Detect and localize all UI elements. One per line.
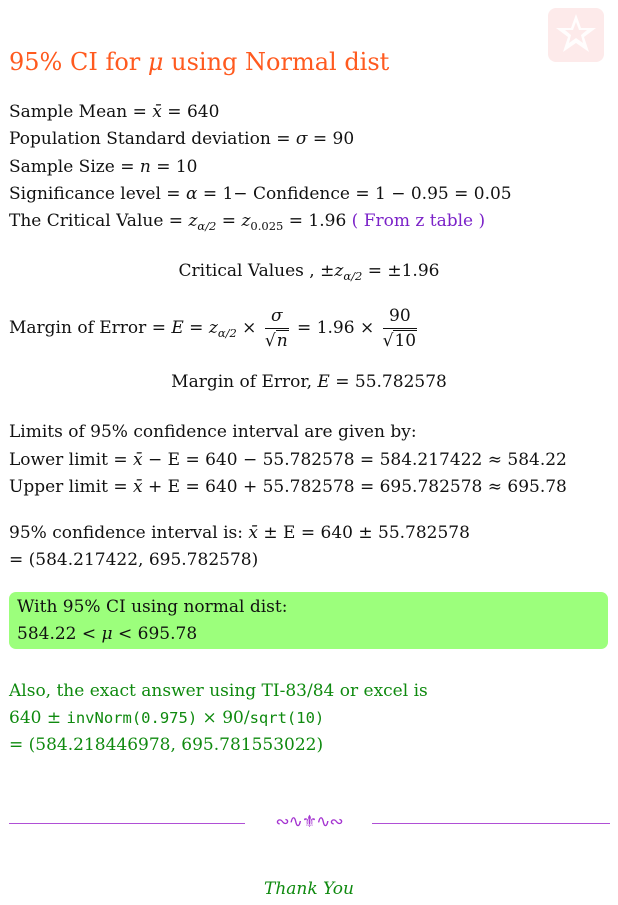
- thank-you: Thank You: [263, 879, 354, 899]
- answer-box-heading: With 95% CI using normal dist:: [17, 597, 288, 617]
- moe-result: Margin of Error, E = 55.782578: [171, 372, 447, 392]
- divider-left: [9, 823, 245, 824]
- lower-limit-line: Lower limit = x̄ − E = 640 − 55.782578 = 584.217422 ≈ 584.22: [9, 450, 567, 470]
- divider-right: [372, 823, 610, 824]
- answer-box: [9, 592, 608, 649]
- upper-limit-line: Upper limit = x̄ + E = 640 + 55.782578 = 695.782578 ≈ 695.78: [9, 477, 567, 497]
- page-title: 95% CI for μ using Normal dist: [9, 48, 390, 76]
- sigma-over-sqrt-n: $\frac{\sigma}{√n}$: [264, 306, 288, 351]
- ninety-over-sqrt-ten: $\frac{90}{√10}$: [382, 306, 417, 351]
- ornament-icon: ∾∿⚜∿∾: [275, 812, 343, 832]
- limits-intro: Limits of 95% confidence interval are given by:: [9, 422, 417, 442]
- sample-size-line: Sample Size = n = 10: [9, 157, 198, 177]
- answer-box-interval: 584.22 < μ < 695.78: [17, 624, 198, 644]
- sample-mean-line: Sample Mean = x̄ = 640: [9, 102, 220, 122]
- exact-result: = (584.218446978, 695.781553022): [9, 735, 324, 755]
- moe-formula: Margin of Error = $E = z_{\alpha/2}$ × $\frac{\sigma}{√n}$ = 1.96 × $\frac{90}{√10}$: [9, 306, 417, 351]
- pop-sd-line: Population Standard deviation = σ = 90: [9, 129, 355, 149]
- interval-line-2: = (584.217422, 695.782578): [9, 550, 259, 570]
- critical-values: Critical Values , $\pm z_{\alpha/2} = \pm 1.96$: [178, 261, 440, 283]
- logo-icon: [548, 8, 604, 62]
- interval-line-1: 95% confidence interval is: x̄ ± E = 640 ± 55.782578: [9, 523, 470, 543]
- critical-value-line: The Critical Value = $z_{\alpha/2} = z_{0.025} = 1.96$ ( From z table ): [9, 211, 486, 233]
- exact-formula: 640 ± invNorm(0.975) × 90/sqrt(10): [9, 708, 325, 728]
- significance-line: Significance level = α = 1− Confidence = 1 − 0.95 = 0.05: [9, 184, 512, 204]
- z-table-note: ( From z table ): [351, 211, 486, 231]
- exact-intro: Also, the exact answer using TI-83/84 or excel is: [9, 681, 428, 701]
